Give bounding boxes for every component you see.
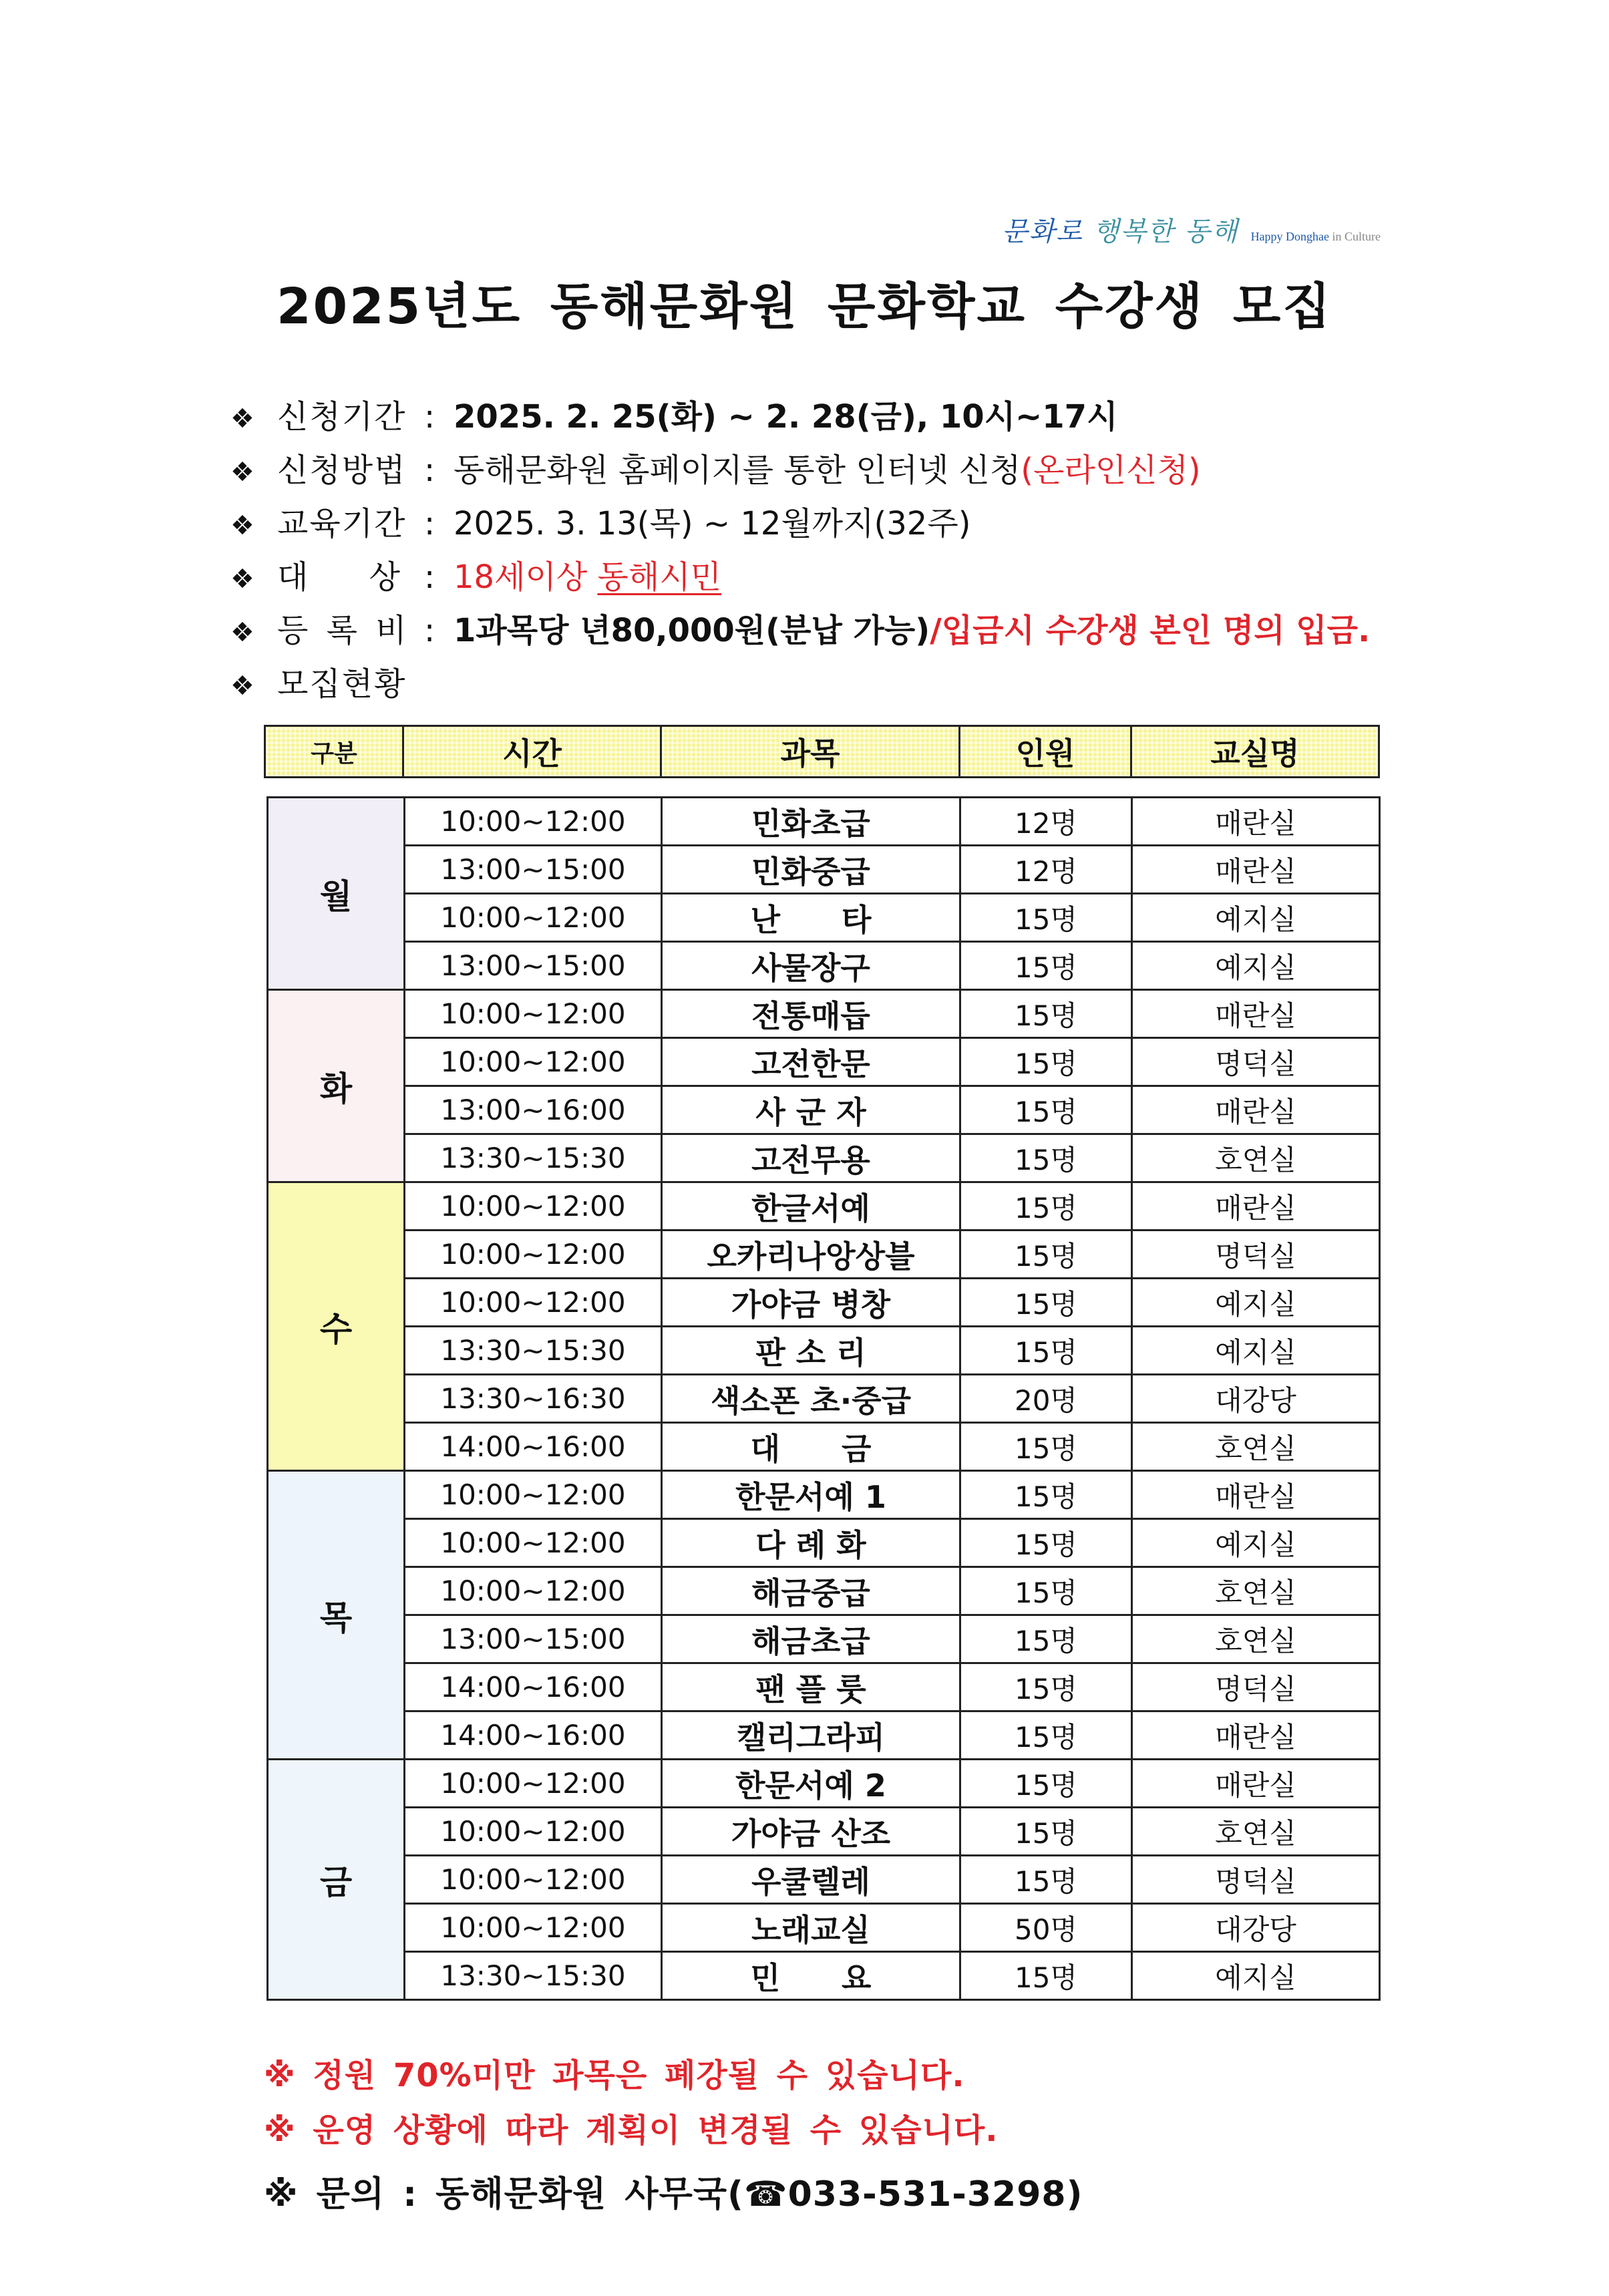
time-cell: 13:30~15:30 [405, 1952, 662, 2000]
room-cell: 매란실 [1132, 1471, 1380, 1519]
time-cell: 13:00~15:00 [405, 1615, 662, 1663]
room-cell: 호연실 [1132, 1423, 1380, 1471]
capacity-cell: 12명 [960, 846, 1132, 894]
time-cell: 10:00~12:00 [405, 1231, 662, 1279]
info-status [230, 658, 1499, 711]
subject-cell: 색소폰 초·중급 [662, 1375, 960, 1423]
time-cell: 13:00~16:00 [405, 1086, 662, 1134]
room-cell: 명덕실 [1132, 1856, 1380, 1904]
time-cell: 13:00~15:00 [405, 846, 662, 894]
time-cell: 14:00~16:00 [405, 1711, 662, 1760]
table-row [268, 1038, 1380, 1086]
capacity-cell: 15명 [960, 1856, 1132, 1904]
time-cell: 10:00~12:00 [405, 894, 662, 942]
day-cell: 월 [268, 798, 405, 990]
header-capacity: 인원 [960, 726, 1131, 778]
capacity-cell: 15명 [960, 1038, 1132, 1086]
note-contact: ※ 문의 : 동해문화원 사무국(☎033-531-3298) [264, 2174, 1083, 2215]
capacity-cell: 15명 [960, 1231, 1132, 1279]
info-label: 신청방법 [277, 452, 407, 489]
table-row [268, 990, 1380, 1038]
capacity-cell: 12명 [960, 798, 1132, 846]
time-cell: 10:00~12:00 [405, 1856, 662, 1904]
info-value: 18세이상 [454, 558, 588, 596]
subject-cell: 해금중급 [662, 1567, 960, 1615]
table-row [268, 1134, 1380, 1182]
diamond-bullet-icon: ❖ [230, 457, 254, 488]
info-value: 1과목당 년80,000원(분납 가능) [454, 612, 930, 649]
table-row [268, 894, 1380, 942]
time-cell: 10:00~12:00 [405, 1808, 662, 1856]
header-subject: 과목 [661, 726, 960, 778]
header-category: 구분 [265, 726, 403, 778]
subject-cell: 전통매듭 [662, 990, 960, 1038]
capacity-cell: 15명 [960, 1423, 1132, 1471]
table-row [268, 1808, 1380, 1856]
table-row [268, 1711, 1380, 1760]
info-value: 동해문화원 홈페이지를 통한 인터넷 신청 [454, 452, 1021, 489]
info-value: 2025. 3. 13(목) ~ 12월까지(32주) [454, 505, 971, 542]
table-row [268, 1423, 1380, 1471]
table-row [268, 1760, 1380, 1808]
time-cell: 14:00~16:00 [405, 1663, 662, 1711]
capacity-cell: 15명 [960, 1808, 1132, 1856]
capacity-cell: 15명 [960, 1952, 1132, 2000]
info-list [230, 391, 1499, 711]
room-cell: 호연실 [1132, 1615, 1380, 1663]
room-cell: 예지실 [1132, 942, 1380, 990]
room-cell: 매란실 [1132, 1086, 1380, 1134]
subject-cell: 캘리그라피 [662, 1711, 960, 1760]
table-row [268, 942, 1380, 990]
subject-cell: 가야금 산조 [662, 1808, 960, 1856]
time-cell: 10:00~12:00 [405, 1904, 662, 1952]
diamond-bullet-icon: ❖ [230, 403, 254, 434]
table-row [268, 1519, 1380, 1567]
time-cell: 10:00~12:00 [405, 1519, 662, 1567]
info-period: ❖ 신청기간 : 2025. 2. 25(화) ~ 2. 28(금), 10시~17시 [230, 391, 1499, 444]
table-header [264, 725, 1380, 778]
table-row [268, 1279, 1380, 1327]
subject-cell: 팬 플 룻 [662, 1663, 960, 1711]
subject-cell: 해금초급 [662, 1615, 960, 1663]
table-row [268, 1615, 1380, 1663]
time-cell: 10:00~12:00 [405, 1182, 662, 1231]
subject-cell: 민화중급 [662, 846, 960, 894]
table-row [268, 1567, 1380, 1615]
room-cell: 매란실 [1132, 990, 1380, 1038]
room-cell: 예지실 [1132, 1327, 1380, 1375]
time-cell: 10:00~12:00 [405, 990, 662, 1038]
room-cell: 예지실 [1132, 1952, 1380, 2000]
capacity-cell: 15명 [960, 1519, 1132, 1567]
capacity-cell: 15명 [960, 1279, 1132, 1327]
time-cell: 13:00~15:00 [405, 942, 662, 990]
table-row [268, 1904, 1380, 1952]
slogan [1002, 210, 1416, 247]
room-cell: 호연실 [1132, 1134, 1380, 1182]
diamond-bullet-icon: ❖ [230, 510, 254, 541]
info-target: ❖ 대 상 : 18세이상 동해시민 [230, 551, 1499, 605]
subject-cell: 가야금 병창 [662, 1279, 960, 1327]
capacity-cell: 15명 [960, 1663, 1132, 1711]
day-cell: 화 [268, 990, 405, 1182]
info-education-period: ❖ 교육기간 : 2025. 3. 13(목) ~ 12월까지(32주) [230, 498, 1499, 551]
info-extra: (온라인신청) [1021, 452, 1201, 489]
capacity-cell: 15명 [960, 1760, 1132, 1808]
time-cell: 14:00~16:00 [405, 1423, 662, 1471]
note-cancel: ※ 정원 70%미만 과목은 폐강될 수 있습니다. [264, 2057, 965, 2094]
table-row [268, 1231, 1380, 1279]
room-cell: 예지실 [1132, 1519, 1380, 1567]
time-cell: 10:00~12:00 [405, 1279, 662, 1327]
time-cell: 13:30~15:30 [405, 1327, 662, 1375]
capacity-cell: 15명 [960, 1615, 1132, 1663]
room-cell: 명덕실 [1132, 1663, 1380, 1711]
subject-cell: 고전한문 [662, 1038, 960, 1086]
table-row [268, 1663, 1380, 1711]
info-method: ❖ 신청방법 : 동해문화원 홈페이지를 통한 인터넷 신청 (온라인신청) [230, 444, 1499, 498]
time-cell: 10:00~12:00 [405, 1038, 662, 1086]
room-cell: 대강당 [1132, 1904, 1380, 1952]
subject-cell: 한문서예 1 [662, 1471, 960, 1519]
subject-cell: 다 례 화 [662, 1519, 960, 1567]
time-cell: 13:30~15:30 [405, 1134, 662, 1182]
day-cell: 목 [268, 1471, 405, 1760]
capacity-cell: 15명 [960, 1134, 1132, 1182]
table-row [268, 846, 1380, 894]
info-label: 신청기간 [277, 398, 407, 436]
table-row [268, 798, 1380, 846]
room-cell: 매란실 [1132, 1760, 1380, 1808]
day-cell: 수 [268, 1182, 405, 1471]
subject-cell: 대 금 [662, 1423, 960, 1471]
table-row [268, 1182, 1380, 1231]
room-cell: 매란실 [1132, 1711, 1380, 1760]
time-cell: 10:00~12:00 [405, 1567, 662, 1615]
info-label: 교육기간 [277, 505, 407, 542]
subject-cell: 사물장구 [662, 942, 960, 990]
note-change: ※ 운영 상황에 따라 계획이 변경될 수 있습니다. [264, 2112, 999, 2149]
slogan-english: Happy Donghae in Culture [1250, 230, 1381, 243]
subject-cell: 한문서예 2 [662, 1760, 960, 1808]
table-row [268, 1952, 1380, 2000]
subject-cell: 민화초급 [662, 798, 960, 846]
table-row [268, 1086, 1380, 1134]
info-extra: /입금시 수강생 본인 명의 입금. [930, 612, 1371, 649]
room-cell: 매란실 [1132, 1182, 1380, 1231]
subject-cell: 사 군 자 [662, 1086, 960, 1134]
table-row [268, 1856, 1380, 1904]
info-fee: ❖ 등 록 비 : 1과목당 년80,000원(분납 가능) /입금시 수강생 본인 명의 입금. [230, 605, 1499, 658]
capacity-cell: 15명 [960, 894, 1132, 942]
room-cell: 대강당 [1132, 1375, 1380, 1423]
room-cell: 예지실 [1132, 1279, 1380, 1327]
day-cell: 금 [268, 1760, 405, 2000]
subject-cell: 난 타 [662, 894, 960, 942]
diamond-bullet-icon: ❖ [230, 617, 254, 648]
schedule-table [266, 796, 1381, 2001]
room-cell: 호연실 [1132, 1567, 1380, 1615]
room-cell: 예지실 [1132, 894, 1380, 942]
slogan-handwriting: 문화로 행복한 동해 [1002, 216, 1239, 247]
subject-cell: 한글서예 [662, 1182, 960, 1231]
table-row [268, 1375, 1380, 1423]
capacity-cell: 15명 [960, 1182, 1132, 1231]
room-cell: 명덕실 [1132, 1038, 1380, 1086]
capacity-cell: 15명 [960, 1471, 1132, 1519]
time-cell: 10:00~12:00 [405, 1760, 662, 1808]
time-cell: 10:00~12:00 [405, 798, 662, 846]
diamond-bullet-icon: ❖ [230, 564, 254, 595]
subject-cell: 우쿨렐레 [662, 1856, 960, 1904]
diamond-bullet-icon: ❖ [230, 671, 254, 701]
capacity-cell: 15명 [960, 942, 1132, 990]
subject-cell: 노래교실 [662, 1904, 960, 1952]
info-label: 대 상 [277, 558, 425, 596]
capacity-cell: 20명 [960, 1375, 1132, 1423]
capacity-cell: 15명 [960, 1567, 1132, 1615]
header-room: 교실명 [1131, 726, 1379, 778]
subject-cell: 민 요 [662, 1952, 960, 2000]
page-title: 2025년도 동해문화원 문화학교 수강생 모집 [277, 278, 1332, 335]
room-cell: 매란실 [1132, 846, 1380, 894]
time-cell: 13:30~16:30 [405, 1375, 662, 1423]
header-time: 시간 [403, 726, 661, 778]
subject-cell: 고전무용 [662, 1134, 960, 1182]
room-cell: 호연실 [1132, 1808, 1380, 1856]
capacity-cell: 50명 [960, 1904, 1132, 1952]
table-row [268, 1327, 1380, 1375]
subject-cell: 판 소 리 [662, 1327, 960, 1375]
time-cell: 10:00~12:00 [405, 1471, 662, 1519]
capacity-cell: 15명 [960, 1711, 1132, 1760]
info-extra: 동해시민 [597, 558, 721, 596]
room-cell: 명덕실 [1132, 1231, 1380, 1279]
table-row [268, 1471, 1380, 1519]
subject-cell: 오카리나앙상블 [662, 1231, 960, 1279]
room-cell: 매란실 [1132, 798, 1380, 846]
info-label: 등 록 비 [277, 612, 411, 649]
capacity-cell: 15명 [960, 1086, 1132, 1134]
capacity-cell: 15명 [960, 990, 1132, 1038]
info-value: 2025. 2. 25(화) ~ 2. 28(금), 10시~17시 [454, 398, 1118, 436]
capacity-cell: 15명 [960, 1327, 1132, 1375]
info-label: 모집현황 [277, 665, 407, 703]
